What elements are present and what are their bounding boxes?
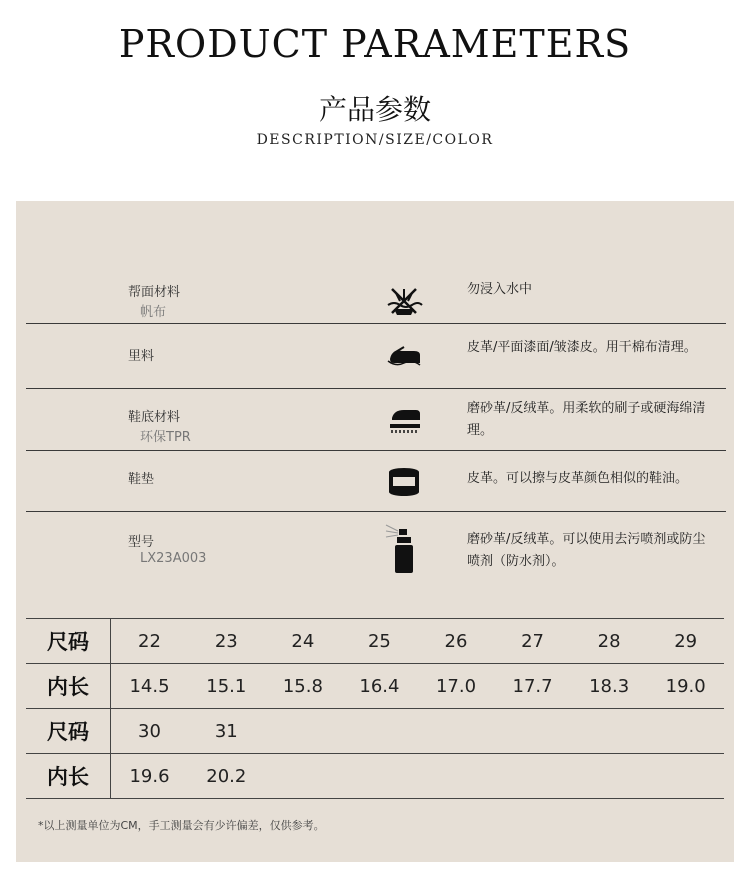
table-cell: 22 — [138, 630, 161, 652]
table-cell: 15.1 — [206, 675, 247, 697]
param-value: LX23A003 — [140, 551, 207, 566]
table-cell: 17.7 — [512, 675, 553, 697]
row-header: 内长 — [26, 754, 111, 799]
table-cell: 24 — [291, 630, 315, 652]
table-cell: 25 — [367, 630, 391, 652]
table-cell: 31 — [214, 720, 238, 742]
table-cell: 26 — [444, 630, 468, 652]
table-cell: 23 — [214, 630, 238, 652]
table-cell: 20.2 — [206, 765, 247, 787]
table-cell: 14.5 — [129, 675, 170, 697]
param-row — [26, 271, 726, 323]
table-cell: 15.8 — [282, 675, 323, 697]
cloth-wipe-icon — [384, 335, 424, 375]
measurement-note: *以上测量单位为CM，手工测量会有少许偏差，仅供参考。 — [38, 819, 325, 832]
table-cell — [265, 709, 342, 754]
row-header: 尺码 — [26, 709, 111, 754]
table-cell: 29 — [674, 630, 698, 652]
table-cell — [647, 709, 724, 754]
table-row — [26, 664, 724, 709]
table-cell: 17.0 — [435, 675, 477, 697]
param-value: 帆布 — [140, 305, 167, 320]
table-cell: 18.3 — [589, 675, 630, 697]
row-header: 尺码 — [26, 619, 111, 664]
table-cell: 30 — [138, 720, 161, 742]
table-cell: 27 — [521, 630, 544, 652]
table-row — [26, 709, 724, 754]
care-text: 皮革/平面漆面/皱漆皮。用干棉布清理。 — [467, 340, 697, 355]
row-header: 内长 — [26, 664, 111, 709]
table-cell — [265, 754, 342, 799]
brush-icon — [384, 398, 424, 438]
size-table — [26, 618, 724, 799]
care-text: 皮革。可以擦与皮革颜色相似的鞋油。 — [467, 471, 689, 486]
table-cell — [341, 709, 418, 754]
param-row — [26, 323, 726, 388]
param-label: 鞋底材料 — [128, 410, 181, 425]
care-text: 磨砂革/反绒革。用柔软的刷子或硬海绵清理。 — [467, 401, 706, 438]
param-label: 鞋垫 — [128, 472, 155, 487]
table-cell — [341, 754, 418, 799]
param-label: 里料 — [128, 349, 155, 364]
shoe-polish-icon — [384, 460, 424, 500]
param-row — [26, 388, 726, 450]
page-title: PRODUCT PARAMETERS — [118, 22, 632, 66]
table-cell: 16.4 — [359, 675, 400, 697]
page-tagline: DESCRIPTION/SIZE/COLOR — [256, 132, 494, 148]
table-cell — [494, 709, 571, 754]
table-cell — [418, 754, 495, 799]
care-text: 勿浸入水中 — [467, 282, 533, 297]
table-cell: 19.6 — [129, 765, 170, 787]
param-row — [26, 450, 726, 511]
param-label: 型号 — [128, 535, 155, 550]
table-cell — [418, 709, 495, 754]
param-row — [26, 511, 726, 591]
page-subtitle: 产品参数 — [318, 93, 431, 126]
table-cell — [647, 754, 724, 799]
table-cell: 28 — [597, 630, 621, 652]
table-cell — [571, 754, 648, 799]
table-cell: 19.0 — [665, 675, 706, 697]
table-cell — [571, 709, 648, 754]
param-label: 帮面材料 — [128, 285, 181, 300]
param-value: 环保TPR — [140, 430, 191, 445]
table-cell — [494, 754, 571, 799]
spray-icon — [384, 519, 424, 575]
table-row — [26, 619, 724, 664]
no-soak-icon — [384, 279, 424, 319]
care-text: 磨砂革/反绒革。可以使用去污喷剂或防尘喷剂（防水剂）。 — [467, 532, 706, 569]
table-row — [26, 754, 724, 799]
